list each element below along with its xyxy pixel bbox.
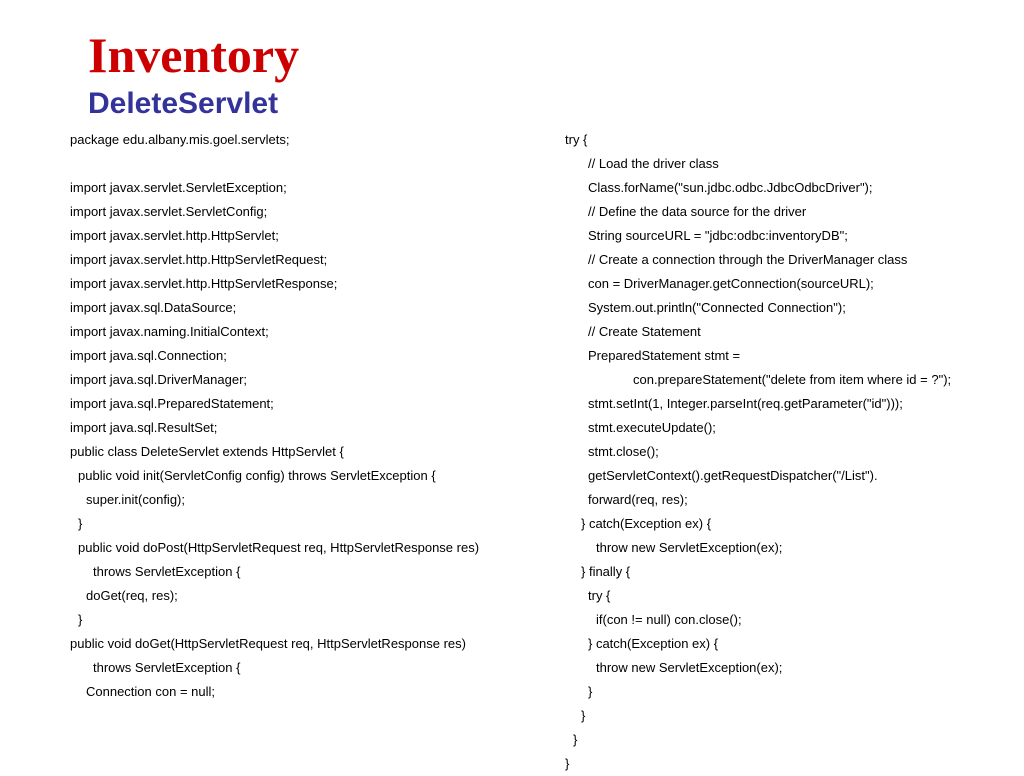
code-line: stmt.close();: [588, 444, 659, 459]
code-line: } catch(Exception ex) {: [588, 636, 719, 651]
code-line: // Define the data source for the driver: [588, 204, 807, 219]
code-line: import javax.servlet.http.HttpServletRequest;: [70, 252, 328, 267]
code-listing-left: [70, 128, 479, 704]
code-line: }: [78, 516, 83, 531]
code-line: // Create Statement: [588, 324, 701, 339]
code-line: try {: [588, 588, 611, 603]
code-line: con.prepareStatement("delete from item where id = ?");: [633, 372, 952, 387]
code-line: Class.forName("sun.jdbc.odbc.JdbcOdbcDriver");: [588, 180, 873, 195]
code-line: Connection con = null;: [86, 684, 216, 699]
code-line: PreparedStatement stmt =: [588, 348, 741, 363]
code-line: // Load the driver class: [588, 156, 719, 171]
code-line: import javax.servlet.ServletConfig;: [70, 204, 268, 219]
code-line: import java.sql.ResultSet;: [70, 420, 218, 435]
code-line: import java.sql.PreparedStatement;: [70, 396, 274, 411]
code-line: try {: [565, 132, 588, 147]
code-line: public void doGet(HttpServletRequest req, HttpServletResponse res): [70, 636, 466, 651]
code-line: // Create a connection through the DriverManager class: [588, 252, 908, 267]
code-line: public class DeleteServlet extends HttpServlet {: [70, 444, 344, 459]
code-line: public void init(ServletConfig config) throws ServletException {: [78, 468, 436, 483]
code-line: con = DriverManager.getConnection(sourceURL);: [588, 276, 874, 291]
code-listing-right: [565, 128, 951, 776]
code-line: import javax.servlet.ServletException;: [70, 180, 287, 195]
slide-subtitle: DeleteServlet: [88, 87, 279, 120]
code-line: }: [581, 708, 586, 723]
code-line: import java.sql.Connection;: [70, 348, 227, 363]
code-line: import javax.servlet.http.HttpServlet;: [70, 228, 279, 243]
code-line: public void doPost(HttpServletRequest req, HttpServletResponse res): [78, 540, 480, 555]
code-line: }: [565, 756, 570, 771]
code-line: import javax.sql.DataSource;: [70, 300, 237, 315]
code-line: }: [588, 684, 593, 699]
code-line: String sourceURL = "jdbc:odbc:inventoryDB";: [588, 228, 848, 243]
code-line: stmt.executeUpdate();: [588, 420, 716, 435]
code-line: getServletContext().getRequestDispatcher("/List").: [588, 468, 878, 483]
slide-title: Inventory: [88, 27, 300, 83]
code-line: if(con != null) con.close();: [596, 612, 742, 627]
code-line: import javax.servlet.http.HttpServletResponse;: [70, 276, 338, 291]
code-line: import javax.naming.InitialContext;: [70, 324, 269, 339]
code-line: import java.sql.DriverManager;: [70, 372, 248, 387]
code-line: System.out.println("Connected Connection");: [588, 300, 846, 315]
code-line: package edu.albany.mis.goel.servlets;: [70, 132, 290, 147]
code-line: [70, 152, 479, 176]
code-line: }: [573, 732, 578, 747]
code-line: throw new ServletException(ex);: [596, 540, 783, 555]
code-line: doGet(req, res);: [86, 588, 178, 603]
code-line: throws ServletException {: [93, 660, 241, 675]
code-line: super.init(config);: [86, 492, 185, 507]
code-line: throws ServletException {: [93, 564, 241, 579]
code-line: } catch(Exception ex) {: [581, 516, 712, 531]
code-line: forward(req, res);: [588, 492, 688, 507]
code-line: }: [78, 612, 83, 627]
code-line: stmt.setInt(1, Integer.parseInt(req.getParameter("id")));: [588, 396, 903, 411]
code-line: throw new ServletException(ex);: [596, 660, 783, 675]
code-line: } finally {: [581, 564, 631, 579]
